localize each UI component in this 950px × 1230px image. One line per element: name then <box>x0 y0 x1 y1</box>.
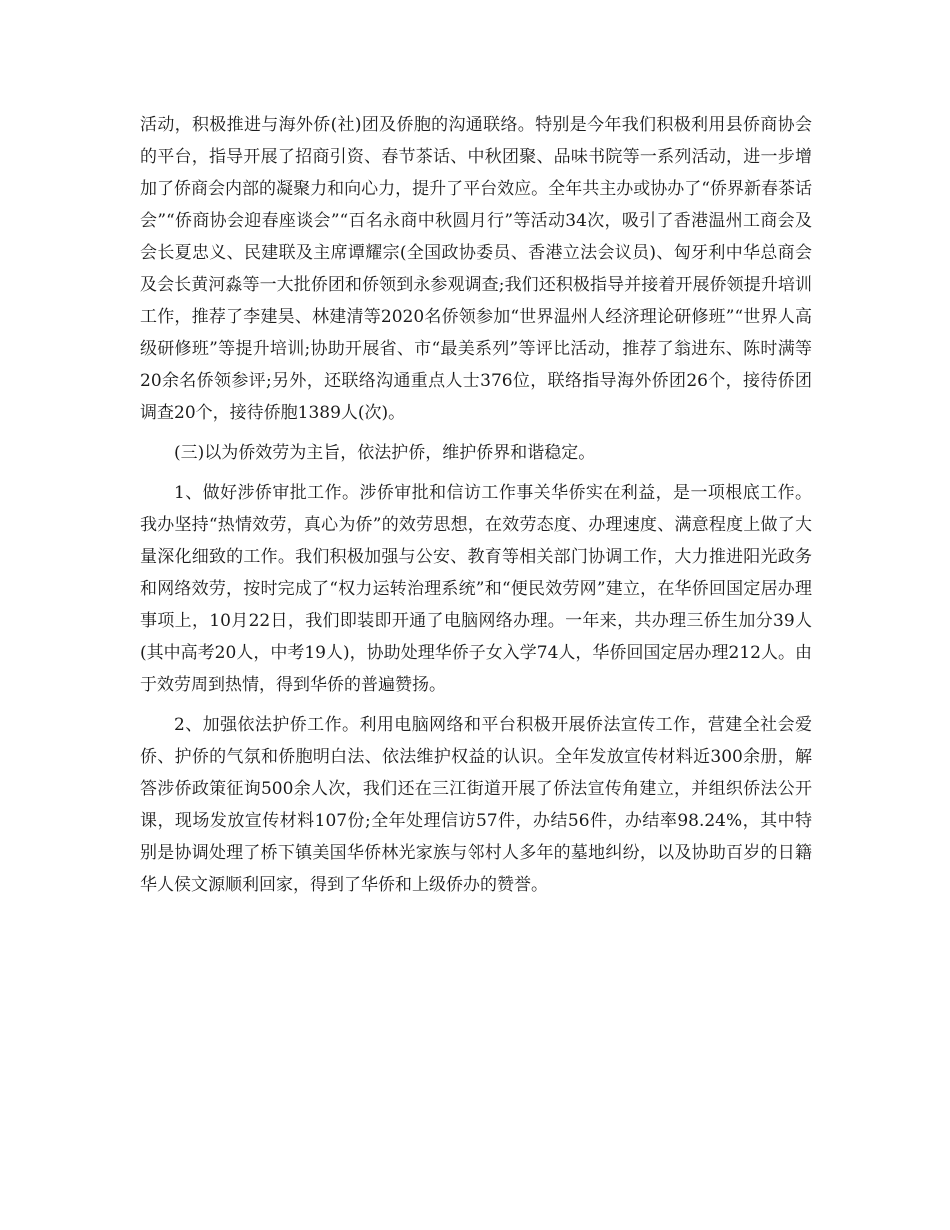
paragraph-approval-work: 1、做好涉侨审批工作。涉侨审批和信访工作事关华侨实在利益，是一项根底工作。我办坚持“热情效劳，真心为侨”的效劳思想，在效劳态度、办理速度、满意程度上做了大量深化细致的工作。我们积极加强与公安、教育等相关部门协调工作，大力推进阳光政务和网络效劳，按时完成了“权力运转治理系统”和“便民效劳网”建立，在华侨回国定居办理事项上，10月22日，我们即装即开通了电脑网络办理。一年来，共办理三侨生加分39人(其中高考20人，中考19人)，协助处理华侨子女入学74人，华侨回国定居办理212人。由于效劳周到热情，得到华侨的普遍赞扬。 <box>140 483 812 695</box>
document-body <box>140 109 812 901</box>
paragraph-legal-protection: 2、加强依法护侨工作。利用电脑网络和平台积极开展侨法宣传工作，营建全社会爱侨、护侨的气氛和侨胞明白法、依法维护权益的认识。全年发放宣传材料近300余册，解答涉侨政策征询500余人次，我们还在三江街道开展了侨法宣传角建立，并组织侨法公开课，现场发放宣传材料107份;全年处理信访57件，办结56件，办结率98.24%，其中特别是协调处理了桥下镇美国华侨林光家族与邻村人多年的墓地纠纷，以及协助百岁的日籍华人侯文源顺利回家，得到了华侨和上级侨办的赞誉。 <box>140 715 812 895</box>
section-heading-protect-overseas-chinese: (三)以为侨效劳为主旨，依法护侨，维护侨界和谐稳定。 <box>174 443 596 463</box>
paragraph-overseas-liaison: 活动，积极推进与海外侨(社)团及侨胞的沟通联络。特别是今年我们积极利用县侨商协会的平台，指导开展了招商引资、春节茶话、中秋团聚、品味书院等一系列活动，进一步增加了侨商会内部的凝聚力和向心力，提升了平台效应。全年共主办或协办了“侨界新春茶话会”“侨商协会迎春座谈会”“百名永商中秋圆月行”等活动34次，吸引了香港温州工商会及会长夏忠义、民建联及主席谭耀宗(全国政协委员、香港立法会议员)、匈牙利中华总商会及会长黄河淼等一大批侨团和侨领到永参观调查;我们还积极指导并接着开展侨领提升培训工作，推荐了李建昊、林建清等2020名侨领参加“世界温州人经济理论研修班”“世界人高级研修班”等提升培训;协助开展省、市“最美系列”等评比活动，推荐了翁进东、陈时满等20余名侨领参评;另外，还联络沟通重点人士376位，联络指导海外侨团26个，接待侨团调查20个，接待侨胞1389人(次)。 <box>140 115 812 423</box>
